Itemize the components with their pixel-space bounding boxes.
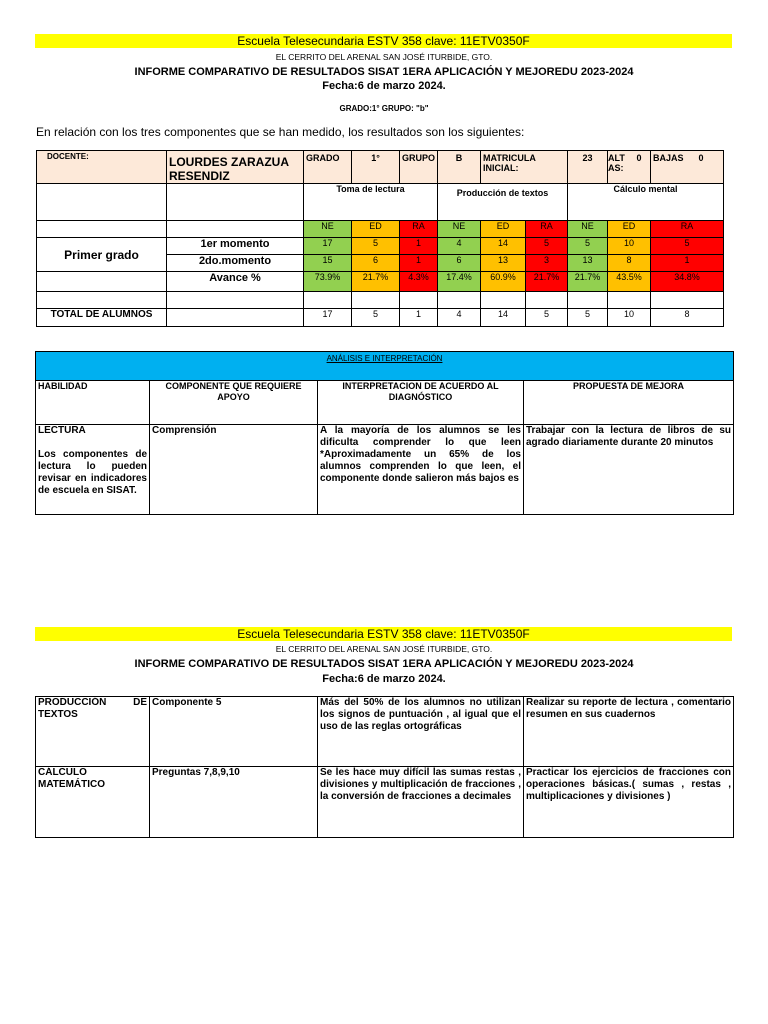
avance-value: 17.4% [438, 272, 481, 292]
componente-cell: Preguntas 7,8,9,10 [150, 767, 318, 838]
grupo-label: GRUPO [400, 151, 438, 184]
moment1-value: 17 [304, 238, 352, 255]
component-calculo: Cálculo mental [568, 184, 724, 221]
level-header: ED [352, 221, 400, 238]
level-header: RA [400, 221, 438, 238]
docente-name: LOURDES ZARAZUA RESENDIZ [167, 151, 304, 184]
level-header: NE [438, 221, 481, 238]
componente-cell: Componente 5 [150, 697, 318, 767]
bajas-cell [651, 151, 724, 184]
analysis-row-produccion [36, 697, 734, 767]
habilidad-cell: CÁLCULO MATEMÁTICO [36, 767, 150, 838]
school-name: Escuela Telesecundaria ESTV 358 clave: 11ETV0350F [237, 34, 530, 48]
grade-group-line: GRADO:1° GRUPO: "b" [339, 104, 429, 113]
total-value: 1 [400, 309, 438, 327]
grupo-value: B [438, 151, 481, 184]
moment2-label: 2do.momento [167, 255, 304, 272]
moment1-row [37, 238, 724, 255]
level-header: RA [651, 221, 724, 238]
school-banner [35, 34, 732, 48]
col-header-habilidad: HABILIDAD [36, 381, 150, 425]
analysis-row-calculo [36, 767, 734, 838]
matricula-value: 23 [568, 151, 608, 184]
empty-cell [37, 221, 167, 238]
avance-row [37, 272, 724, 292]
avance-value: 21.7% [526, 272, 568, 292]
interpretacion-cell: Se les hace muy difícil las sumas restas , divisiones y multiplicación de fracciones , la conversión de fracciones a decimales [318, 767, 524, 838]
avance-label: Avance % [167, 272, 304, 292]
avance-value: 73.9% [304, 272, 352, 292]
level-header: RA [526, 221, 568, 238]
avance-value: 4.3% [400, 272, 438, 292]
moment1-value: 5 [651, 238, 724, 255]
total-value: 5 [526, 309, 568, 327]
results-table [36, 150, 724, 327]
empty-cell [167, 184, 304, 221]
empty-cell [37, 272, 167, 292]
col-header-componente: COMPONENTE QUE REQUIERE APOYO [150, 381, 318, 425]
total-value: 10 [608, 309, 651, 327]
level-header: ED [608, 221, 651, 238]
moment2-value: 13 [568, 255, 608, 272]
level-header: ED [481, 221, 526, 238]
total-value: 4 [438, 309, 481, 327]
moment1-value: 5 [352, 238, 400, 255]
moment2-value: 13 [481, 255, 526, 272]
moment1-value: 14 [481, 238, 526, 255]
report-title-2: INFORME COMPARATIVO DE RESULTADOS SISAT 1ERA APLICACIÓN Y MEJOREDU 2023-2024 [134, 658, 634, 670]
level-header: NE [568, 221, 608, 238]
component-produccion: Producción de textos [438, 184, 568, 221]
altas-label: ALT AS: [608, 153, 625, 173]
empty-cell [167, 309, 304, 327]
moment2-value: 1 [400, 255, 438, 272]
report-date-2: Fecha:6 de marzo 2024. [322, 673, 446, 685]
total-row [37, 309, 724, 327]
intro-text: En relación con los tres componentes que se han medido, los resultados son los siguientes: [36, 125, 525, 139]
components-row [37, 184, 724, 221]
moment1-value: 4 [438, 238, 481, 255]
moment2-value: 15 [304, 255, 352, 272]
total-label: TOTAL DE ALUMNOS [37, 309, 167, 327]
empty-cell [37, 184, 167, 221]
moment1-value: 10 [608, 238, 651, 255]
school-name-2: Escuela Telesecundaria ESTV 358 clave: 11ETV0350F [237, 627, 530, 641]
location-line-2: EL CERRITO DEL ARENAL SAN JOSÉ ITURBIDE, GTO. [275, 644, 493, 654]
avance-value: 21.7% [352, 272, 400, 292]
interpretacion-cell: Más del 50% de los alumnos no utilizan los signos de puntuación , al igual que el uso de las reglas ortográficas [318, 697, 524, 767]
empty-cell [167, 221, 304, 238]
total-value: 5 [568, 309, 608, 327]
analysis-row-lectura [36, 425, 734, 515]
docente-cell [37, 151, 167, 184]
total-value: 5 [352, 309, 400, 327]
moment1-value: 5 [568, 238, 608, 255]
componente-cell: Comprensión [150, 425, 318, 515]
propuesta-cell: Trabajar con la lectura de libros de su agrado diariamente durante 20 minutos [524, 425, 734, 515]
location-line: EL CERRITO DEL ARENAL SAN JOSÉ ITURBIDE, GTO. [275, 52, 493, 62]
avance-value: 43.5% [608, 272, 651, 292]
matricula-label: MATRICULA INICIAL: [481, 151, 568, 184]
empty-row [37, 292, 724, 309]
grade-label: Primer grado [37, 238, 167, 272]
propuesta-cell: Practicar los ejercicios de fracciones con operaciones básicas.( sumas , restas , multiplicaciones y divisiones ) [524, 767, 734, 838]
analysis-table-2 [35, 696, 734, 838]
total-value: 17 [304, 309, 352, 327]
altas-value: 0 [636, 153, 642, 163]
bajas-label: BAJAS [653, 153, 684, 163]
report-date: Fecha:6 de marzo 2024. [322, 80, 446, 92]
level-header: NE [304, 221, 352, 238]
col-header-propuesta: PROPUESTA DE MEJORA [524, 381, 734, 425]
avance-value: 60.9% [481, 272, 526, 292]
interpretacion-cell: A la mayoría de los alumnos se les dificulta comprender lo que leen *Aproximadamente un 65% de los alumnos comprenden lo que leen, el componente donde salieron más bajos es [318, 425, 524, 515]
moment2-value: 6 [438, 255, 481, 272]
analysis-heading-row [36, 352, 734, 381]
moment2-value: 6 [352, 255, 400, 272]
avance-value: 21.7% [568, 272, 608, 292]
moment1-value: 1 [400, 238, 438, 255]
moment1-label: 1er momento [167, 238, 304, 255]
habilidad-title: LECTURA [38, 425, 86, 436]
habilidad-note: Los componentes de lectura lo pueden revisar en indicadores de escuela en SISAT. [38, 449, 147, 496]
analysis-table [35, 351, 734, 515]
moment2-value: 1 [651, 255, 724, 272]
analysis-heading: ANÁLISIS E INTERPRETACIÓN [36, 352, 734, 381]
component-lectura: Toma de lectura [304, 184, 438, 221]
altas-bajas-cell [608, 151, 651, 184]
total-value: 8 [651, 309, 724, 327]
col-header-interpretacion: INTERPRETACION DE ACUERDO AL DIAGNÓSTICO [318, 381, 524, 425]
grado-label: GRADO [304, 151, 352, 184]
propuesta-cell: Realizar su reporte de lectura , comentario resumen en sus cuadernos [524, 697, 734, 767]
levels-row [37, 221, 724, 238]
moment1-value: 5 [526, 238, 568, 255]
docente-label: DOCENTE: [47, 152, 89, 161]
moment2-value: 3 [526, 255, 568, 272]
grado-value: 1° [352, 151, 400, 184]
habilidad-cell: PRODUCCIÓN DE TEXTOS [36, 697, 150, 767]
school-banner-2 [35, 627, 732, 641]
teacher-row [37, 151, 724, 184]
habilidad-cell [36, 425, 150, 515]
total-value: 14 [481, 309, 526, 327]
moment2-value: 8 [608, 255, 651, 272]
report-title: INFORME COMPARATIVO DE RESULTADOS SISAT 1ERA APLICACIÓN Y MEJOREDU 2023-2024 [134, 66, 634, 78]
analysis-header-row [36, 381, 734, 425]
avance-value: 34.8% [651, 272, 724, 292]
bajas-value: 0 [698, 153, 704, 163]
